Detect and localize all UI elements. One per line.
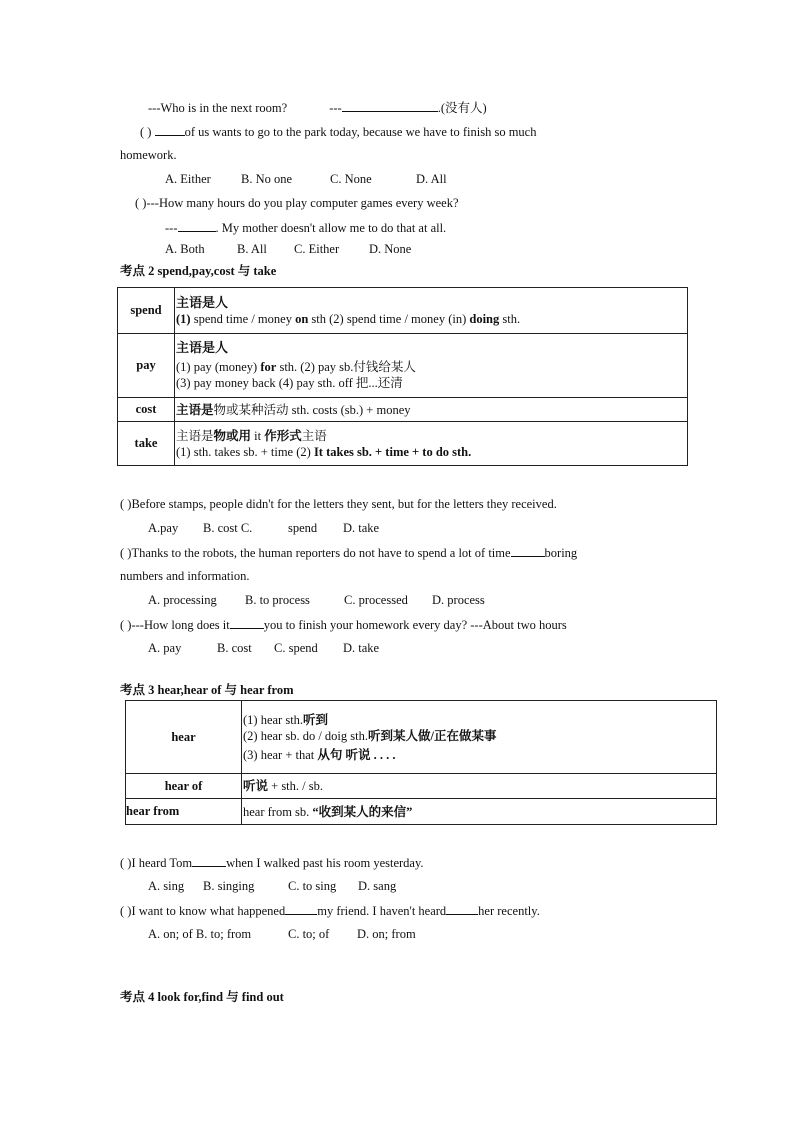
options-robots — [148, 592, 485, 608]
row-line: 主语是物或某种活动 sth. costs (sb.) + money — [176, 402, 411, 417]
option-c[interactable]: C. None — [330, 172, 372, 186]
row-line: (1) sth. takes sb. + time (2) It takes sb. + time + to do sth. — [176, 444, 472, 459]
question-tom — [120, 854, 424, 871]
option-a[interactable]: A. pay — [148, 641, 182, 655]
row-key: hear of — [126, 774, 242, 799]
row-key: pay — [118, 334, 175, 398]
question-text: ( )Thanks to the robots, the human reporters do not have to spend a lot of time — [120, 546, 511, 560]
question-friend — [120, 902, 540, 919]
option-a[interactable]: A. Both — [165, 242, 205, 256]
option-d[interactable]: D. take — [343, 521, 380, 535]
spend-pay-cost-take-table — [117, 287, 688, 466]
question-park-line2: homework. — [120, 148, 177, 162]
question-games: ( )---How many hours do you play computer games every week? — [135, 196, 459, 210]
table-row — [126, 799, 717, 825]
question-robots-line2: numbers and information. — [120, 569, 250, 583]
row-content — [175, 288, 688, 334]
options-stamps — [148, 520, 379, 536]
option-a[interactable]: A.pay — [148, 521, 179, 535]
option-c[interactable]: spend — [288, 521, 318, 535]
reply-prefix: --- — [165, 221, 178, 235]
answer-blank[interactable] — [446, 902, 478, 915]
option-b[interactable]: B. cost — [217, 641, 252, 655]
row-key: take — [118, 422, 175, 466]
option-c[interactable]: C. Either — [294, 242, 340, 256]
question-text: ---Who is in the next room? — [148, 101, 288, 115]
row-content — [242, 701, 717, 774]
row-line: 主语是人 — [176, 340, 229, 355]
question-games-reply — [165, 219, 446, 236]
section-2-title: 考点 2 spend,pay,cost 与 take — [120, 264, 277, 278]
row-content — [175, 398, 688, 422]
option-c[interactable]: C. to; of — [288, 927, 330, 941]
option-a[interactable]: A. sing — [148, 879, 185, 893]
table-row — [126, 701, 717, 774]
option-c[interactable]: C. processed — [344, 593, 408, 607]
row-line: (2) hear sb. do / doig sth.听到某人做/正在做某事 — [243, 728, 497, 743]
question-text: you to finish your homework every day? ---About two hours — [263, 618, 567, 632]
question-text: ( )I heard Tom — [120, 856, 193, 870]
option-a[interactable]: A. Either — [165, 172, 211, 186]
reply-text: . My mother doesn't allow me to do that at all. — [215, 221, 447, 235]
question-text: ( )---How long does it — [120, 618, 230, 632]
row-line: (1) pay (money) for sth. (2) pay sb.付钱给某人 — [176, 360, 416, 374]
row-key: hear — [126, 701, 242, 774]
options-tom — [148, 878, 396, 894]
options-games — [165, 241, 411, 257]
option-d[interactable]: D. All — [416, 172, 447, 186]
options-friend — [148, 926, 416, 942]
option-b[interactable]: B. cost C. — [203, 521, 253, 535]
answer-blank[interactable] — [230, 616, 264, 629]
option-d[interactable]: D. sang — [358, 879, 397, 893]
question-text: when I walked past his room yesterday. — [226, 856, 424, 870]
answer-blank[interactable] — [155, 123, 185, 136]
answer-blank[interactable] — [342, 99, 438, 112]
table-row — [118, 422, 688, 466]
row-content — [175, 334, 688, 398]
option-a[interactable]: A. processing — [148, 593, 217, 607]
option-d[interactable]: D. process — [432, 593, 485, 607]
section-4-title: 考点 4 look for,find 与 find out — [120, 990, 284, 1004]
row-line: 主语是人 — [176, 294, 229, 310]
row-line: hear from sb. “收到某人的来信” — [243, 804, 413, 819]
question-next-room — [148, 99, 487, 116]
option-d[interactable]: D. take — [343, 641, 380, 655]
table-row — [126, 774, 717, 799]
answer-hint: .(没有人) — [437, 101, 487, 115]
row-key: spend — [118, 288, 175, 334]
question-text: her recently. — [478, 904, 540, 918]
answer-blank[interactable] — [178, 219, 216, 232]
row-line: 听说 + sth. / sb. — [243, 779, 323, 793]
question-text: of us wants to go to the park today, because we have to finish so much — [184, 125, 537, 139]
option-c[interactable]: C. to sing — [288, 879, 337, 893]
table-row — [118, 288, 688, 334]
option-b[interactable]: B. singing — [203, 879, 255, 893]
option-d[interactable]: D. None — [369, 242, 412, 256]
table-row — [118, 398, 688, 422]
option-b[interactable]: B. to process — [245, 593, 310, 607]
question-park — [140, 123, 674, 140]
answer-blank[interactable] — [285, 902, 317, 915]
row-line: 主语是物或用 it 作形式主语 — [176, 428, 327, 443]
question-homework — [120, 616, 567, 633]
answer-prefix: --- — [329, 101, 342, 115]
row-line: (3) pay money back (4) pay sth. off 把...还清 — [176, 376, 403, 390]
row-line: (1) hear sth.听到 — [243, 712, 329, 727]
answer-blank[interactable] — [192, 854, 226, 867]
row-line: (3) hear + that 从句 听说 . . . . — [243, 747, 396, 762]
option-a-b[interactable]: A. on; of B. to; from — [148, 927, 252, 941]
option-c[interactable]: C. spend — [274, 641, 318, 655]
row-content — [175, 422, 688, 466]
question-paren[interactable]: ( ) — [140, 125, 152, 139]
question-text: my friend. I haven't heard — [317, 904, 447, 918]
hear-table — [125, 700, 717, 825]
option-d[interactable]: D. on; from — [357, 927, 416, 941]
options-park — [165, 171, 447, 187]
option-b[interactable]: B. No one — [241, 172, 293, 186]
option-b[interactable]: B. All — [237, 242, 267, 256]
row-content — [242, 799, 717, 825]
row-line: (1) spend time / money on sth (2) spend time / money (in) doing sth. — [176, 311, 521, 326]
options-homework — [148, 640, 379, 656]
question-stamps: ( )Before stamps, people didn't for the letters they sent, but for the letters they received. — [120, 497, 557, 511]
question-text: ( )I want to know what happened — [120, 904, 286, 918]
row-key: hear from — [126, 799, 242, 825]
answer-blank[interactable] — [511, 544, 545, 557]
question-text: boring — [544, 546, 578, 560]
table-row — [118, 334, 688, 398]
row-key: cost — [118, 398, 175, 422]
section-3-title: 考点 3 hear,hear of 与 hear from — [120, 683, 294, 697]
row-content — [242, 774, 717, 799]
question-robots — [120, 544, 577, 561]
